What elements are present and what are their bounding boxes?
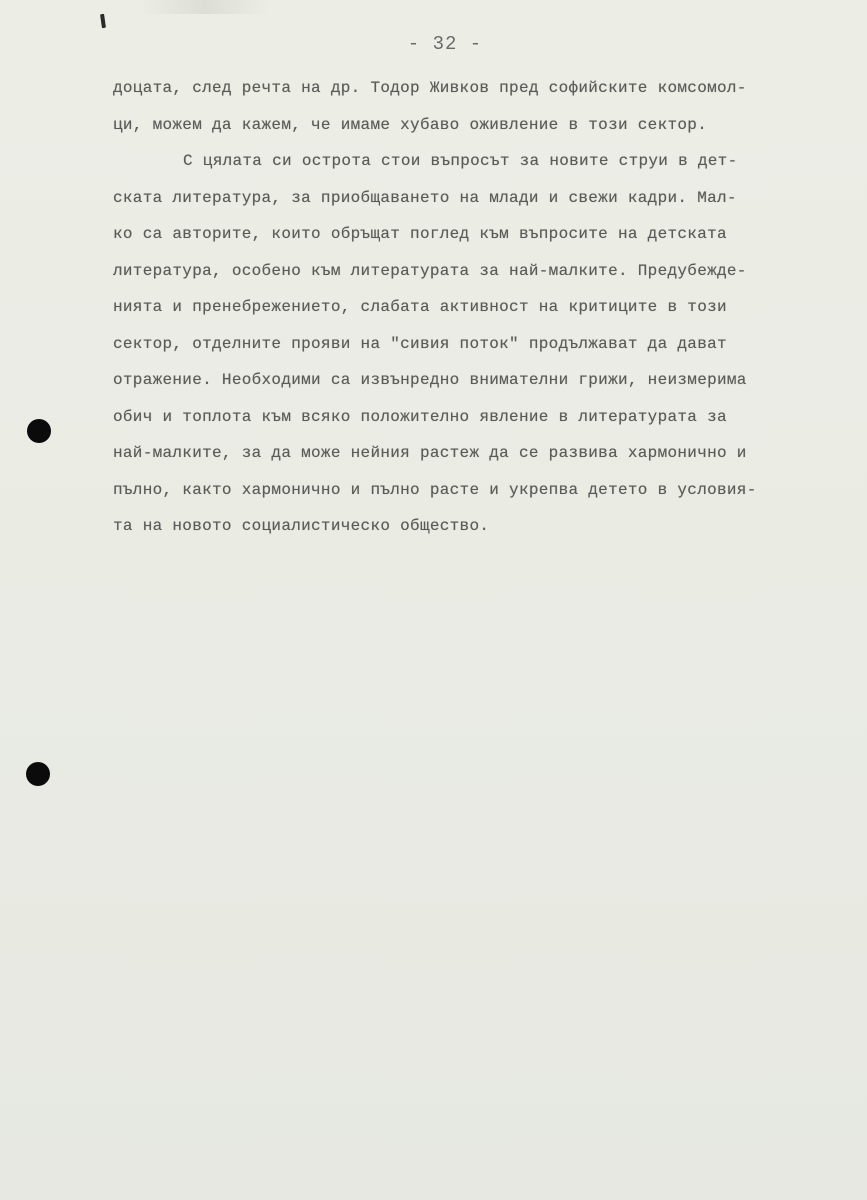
text-line: обич и топлота към всяко положително явление в литературата за: [113, 407, 727, 426]
text-line: нията и пренебрежението, слабата активност на критиците в този: [113, 298, 727, 316]
punch-hole-bottom: [26, 762, 50, 786]
paragraph-first-line: С цялата си острота стои въпросът за новите струи в дет-: [183, 152, 738, 170]
document-body: [113, 70, 833, 545]
text-line: най-малките, за да може нейния растеж да се развива хармонично и: [113, 444, 747, 462]
text-line: литература, особено към литературата за най-малките. Предубежде-: [113, 261, 747, 280]
paper-stain: [140, 0, 270, 14]
punch-hole-top: [27, 419, 51, 443]
text-line: ци, можем да кажем, че имаме хубаво оживление в този сектор.: [113, 115, 708, 134]
text-line: сектор, отделните прояви на "сивия поток" продължават да дават: [113, 334, 727, 353]
text-line: ската литература, за приобщаването на млади и свежи кадри. Мал-: [113, 188, 737, 207]
text-line: ко са авторите, които обръщат поглед към въпросите на детската: [113, 225, 727, 243]
text-line: доцата, след речта на др. Тодор Живков пред софийските комсомол-: [113, 79, 747, 97]
text-line: пълно, както хармонично и пълно расте и укрепва детето в условия-: [113, 480, 757, 499]
text-line: та на новото социалистическо общество.: [113, 517, 490, 535]
page-number: - 32 -: [407, 33, 483, 55]
text-line: отражение. Необходими са извънредно внимателни грижи, неизмерима: [113, 371, 747, 389]
ink-mark: [100, 14, 106, 28]
